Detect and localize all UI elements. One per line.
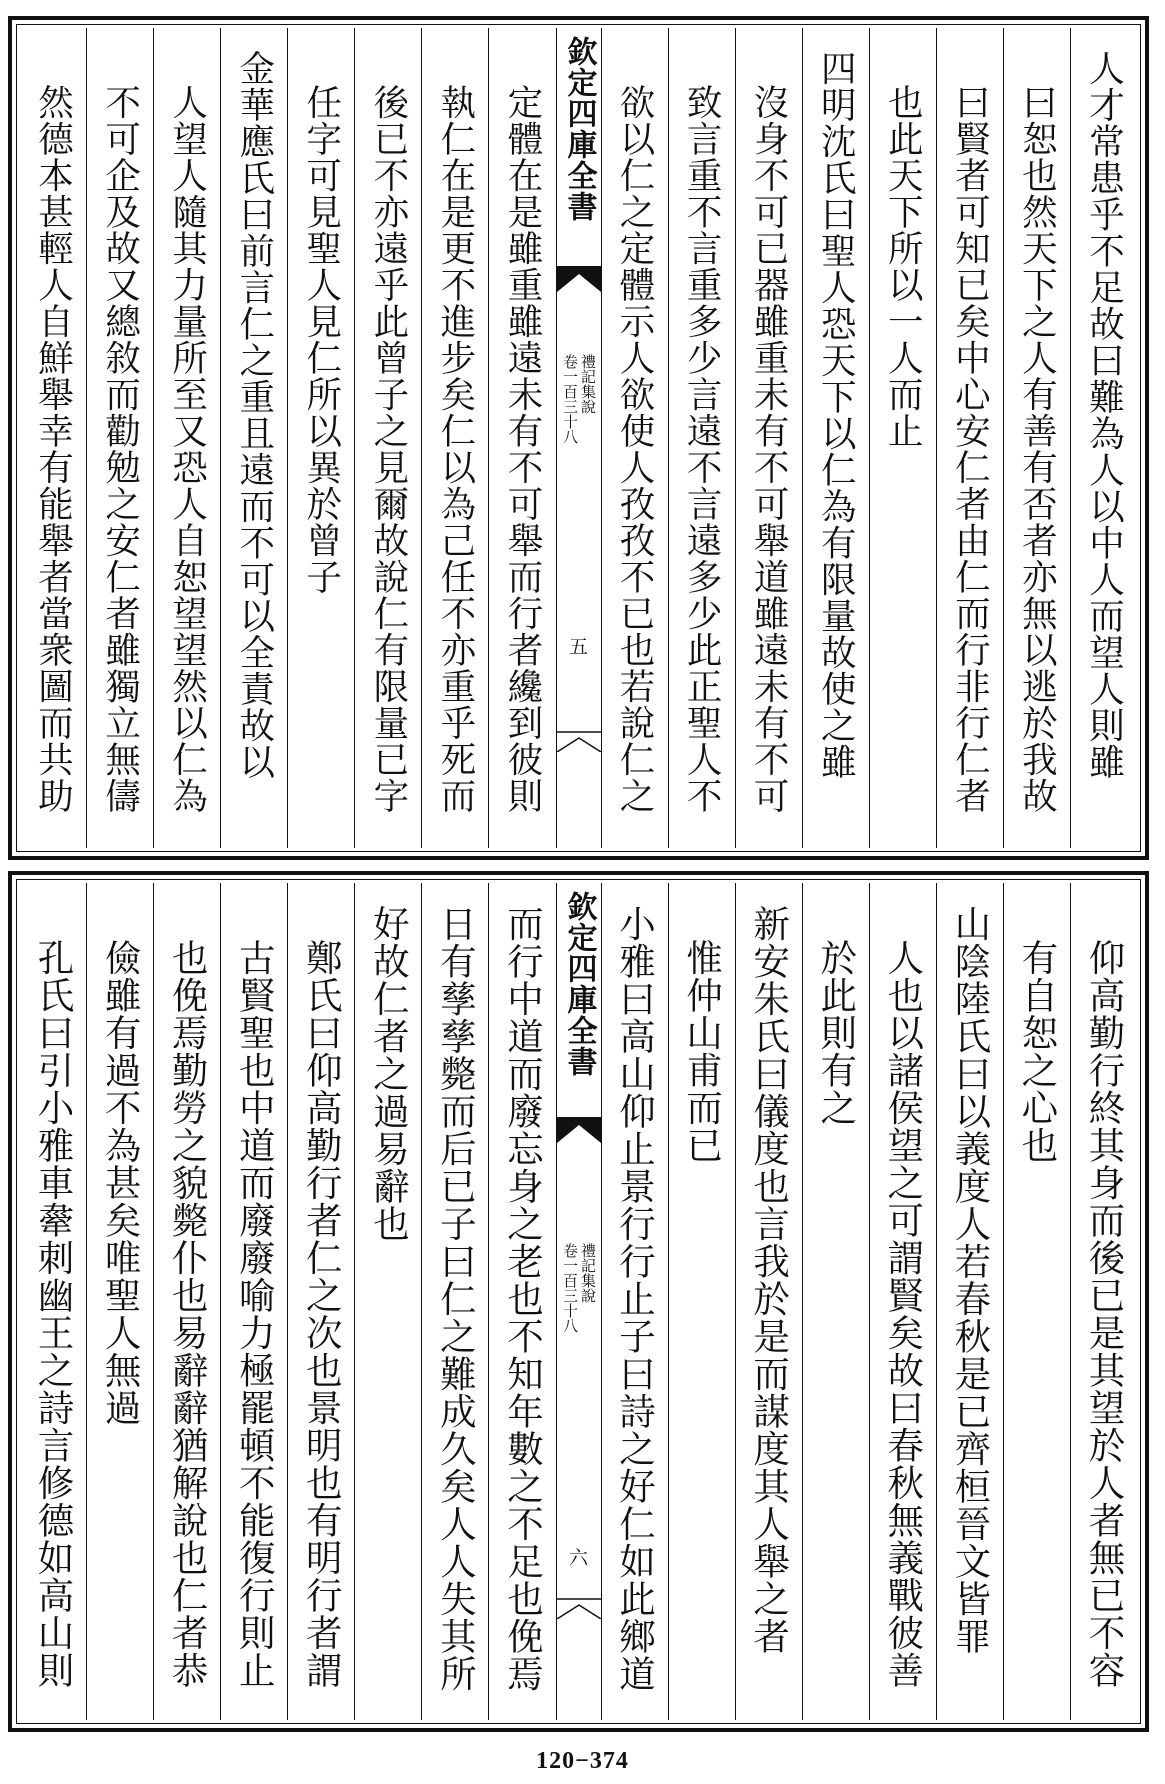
text-column [488,28,555,848]
text-column [287,28,354,848]
text-column [735,28,802,848]
upper-page-columns [20,28,1137,848]
text-line: 山陰陸氏曰以義度人若春秋是已齊桓晉文皆罪 [948,905,992,1655]
text-line: 致言重不言重多少言遠不言遠多少此正聖人不 [681,84,723,814]
text-line: 不可企及故又總敘而勸勉之安仁者雖獨立無儔 [99,84,141,814]
text-line: 有自恕之心也 [1015,939,1059,1164]
page-code: 120−374 [536,1748,629,1774]
book-label: 禮記集說 [579,354,597,414]
text-line: 也此天下所以一人而止 [882,84,924,449]
text-column [354,883,421,1720]
text-line: 於此則有之 [814,939,858,1127]
text-column [936,883,1003,1720]
text-column [1070,28,1137,848]
text-line: 人望人隨其力量所至又恐人自恕望望然以仁為 [166,84,208,814]
text-line: 孔氏曰引小雅車舝刺幽王之詩言修德如高山則 [32,939,76,1689]
text-column [20,28,86,848]
text-line: 也俛焉勤勞之貌斃仆也易辭辭猶解說也仁者恭 [166,939,210,1689]
text-line: 後已不亦遠乎此曾子之見爾故說仁有限量已字 [367,84,409,814]
page-title: 欽定四庫全書 [561,891,597,1077]
text-line: 沒身不可已器雖重未有不可舉道雖遠未有不可 [748,84,790,814]
page-number: 五 [568,636,588,658]
text-column [20,883,86,1720]
text-line: 然德本甚輕人自鮮舉幸有能舉者當衆圖而共助 [32,84,74,814]
text-line: 惟仲山甫而已 [680,939,724,1164]
text-column [869,883,936,1720]
text-line: 執仁在是更不進步矣仁以為己任不亦重乎死而 [434,84,476,814]
text-column [601,883,668,1720]
text-line: 好故仁者之過易辭也 [367,905,411,1243]
text-column [802,28,869,848]
text-column [936,28,1003,848]
text-column [86,28,153,848]
text-column [153,28,220,848]
center-column [556,883,601,1720]
text-column [668,28,735,848]
lower-fishtail-icon [557,1595,601,1619]
text-line: 日有孳孳斃而后已子曰仁之難成久矣人人失其所 [434,905,478,1693]
text-column [354,28,421,848]
text-column [220,28,287,848]
text-column [869,28,936,848]
text-column [735,883,802,1720]
text-line: 四明沈氏曰聖人恐天下以仁為有限量故使之雖 [815,50,857,780]
text-line: 定體在是雖重雖遠未有不可舉而行者纔到彼則 [501,84,543,814]
text-line: 仰高勤行終其身而後已是其望於人者無已不容 [1082,939,1126,1689]
page-title: 欽定四庫全書 [561,36,597,222]
text-line: 曰恕也然天下之人有善有否者亦無以逃於我故 [1016,84,1058,814]
text-line: 古賢聖也中道而廢廢喻力極罷頓不能復行則止 [233,939,277,1689]
text-column [421,28,488,848]
fishtail-mark-icon [557,1117,601,1143]
text-line: 儉雖有過不為甚矣唯聖人無過 [99,939,143,1427]
text-line: 人也以諸侯望之可謂賢矣故曰春秋無義戰彼善 [881,939,925,1689]
volume-label: 卷一百三十八 [561,354,579,444]
text-column [601,28,668,848]
text-column [153,883,220,1720]
book-info [557,354,601,444]
text-column [220,883,287,1720]
text-column [802,883,869,1720]
lower-page [8,871,1149,1732]
text-line: 曰賢者可知已矣中心安仁者由仁而行非行仁者 [949,84,991,814]
text-line: 小雅曰高山仰止景行行止子曰詩之好仁如此鄉道 [613,905,657,1693]
text-column [1003,28,1070,848]
text-column [86,883,153,1720]
volume-label: 卷一百三十八 [561,1243,579,1333]
text-column [421,883,488,1720]
text-column [488,883,555,1720]
lower-fishtail-icon [557,728,601,752]
text-line: 人才常患乎不足故曰難為人以中人而望人則雖 [1083,50,1125,780]
text-column [668,883,735,1720]
center-column [556,28,601,848]
text-line: 新安朱氏曰儀度也言我於是而謀度其人舉之者 [747,905,791,1655]
text-line: 欲以仁之定體示人欲使人孜孜不已也若說仁之 [614,84,656,814]
lower-page-columns [20,883,1137,1720]
text-line: 而行中道而廢忘身之老也不知年數之不足也俛焉 [501,905,545,1693]
fishtail-mark-icon [557,266,601,292]
page-number: 六 [568,1547,588,1569]
book-info [557,1243,601,1333]
text-column [287,883,354,1720]
text-line: 鄭氏曰仰高勤行者仁之次也景明也有明行者謂 [300,939,344,1689]
book-label: 禮記集說 [579,1243,597,1303]
upper-page [8,16,1149,860]
text-column [1003,883,1070,1720]
text-column [1070,883,1137,1720]
text-line: 任字可見聖人見仁所以異於曾子 [300,84,342,595]
text-line: 金華應氏曰前言仁之重且遠而不可以全責故以 [233,50,275,780]
